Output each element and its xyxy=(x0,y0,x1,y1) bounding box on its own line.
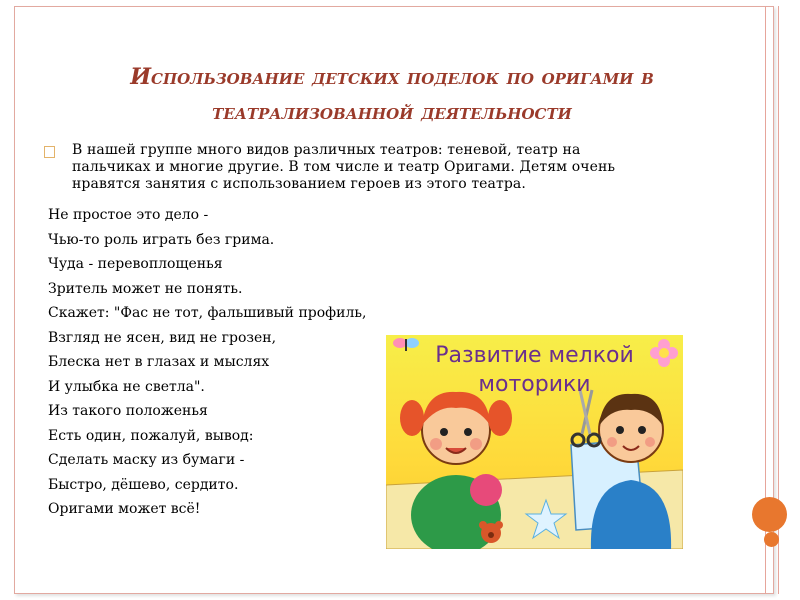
poem-line: Оригами может всё! xyxy=(48,501,201,517)
poem-line: Сделать маску из бумаги - xyxy=(48,452,245,468)
poem xyxy=(48,207,408,526)
poem-line: Зритель может не понять. xyxy=(48,280,243,297)
illustration-caption xyxy=(386,341,683,399)
poem-line: Блеска нет в глазах и мыслях xyxy=(48,354,270,370)
slide-title: Использование детских поделок по оригами в театрализованной деятельности xyxy=(130,64,654,125)
poem-line: Взгляд не ясен, вид не грозен, xyxy=(48,329,277,346)
poem-line: Не простое это дело - xyxy=(48,207,209,223)
poem-line: Есть один, пожалуй, вывод: xyxy=(48,427,254,444)
poem-line: И улыбка не светла". xyxy=(48,378,205,395)
poem-line: Быстро, дёшево, сердито. xyxy=(48,476,239,493)
caption-line: Развитие мелкой xyxy=(435,343,634,368)
caption-line: моторики xyxy=(478,372,591,397)
bullet-square-icon xyxy=(44,146,55,158)
decor-circle-large xyxy=(752,497,787,532)
poem-line: Скажет: "Фас не тот, фальшивый профиль, xyxy=(48,305,367,321)
illustration-children-crafts xyxy=(386,335,683,549)
poem-line: Из такого положенья xyxy=(48,403,208,419)
bullet-item xyxy=(44,142,654,193)
bullet-text: В нашей группе много видов различных театров: теневой, театр на пальчиках и многие другие. В том числе и театр Оригами. Детям очень нравятся занятия с использованием героев из этого театра. xyxy=(72,142,616,192)
poem-line: Чью-то роль играть без грима. xyxy=(48,231,275,248)
poem-line: Чуда - перевоплощенья xyxy=(48,256,223,272)
decor-circle-small xyxy=(764,532,779,547)
